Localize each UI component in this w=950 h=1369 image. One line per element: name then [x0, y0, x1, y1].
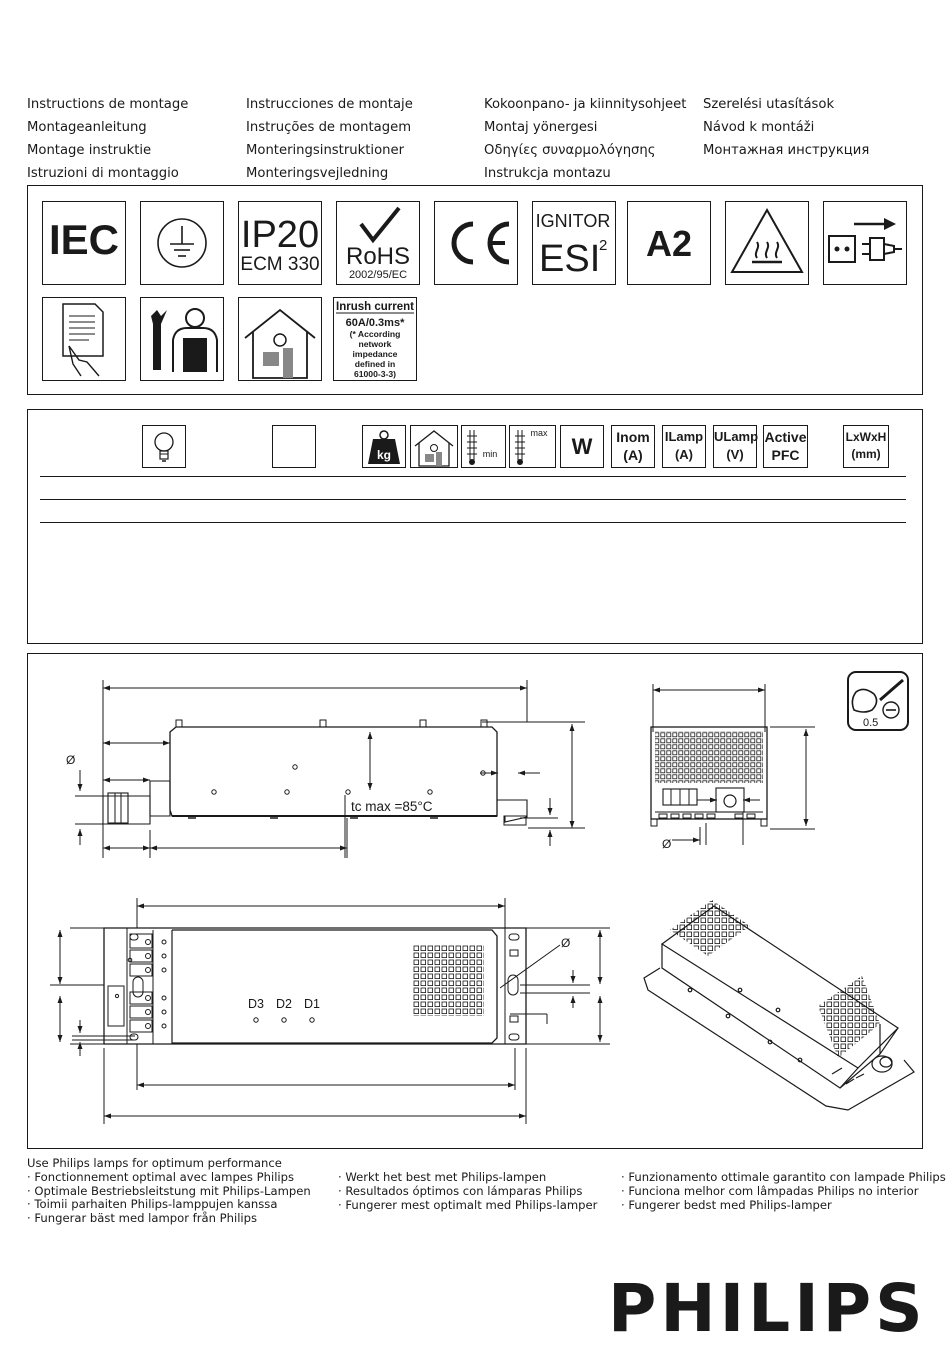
footer-col-2: [338, 1171, 597, 1212]
title-pt: Instruções de montagem: [246, 120, 412, 135]
title-tr: Montaj yönergesi: [484, 120, 598, 135]
ip-rating-label: IP20: [240, 214, 320, 256]
diameter-symbol: Ø: [66, 753, 76, 767]
title-es: Instrucciones de montaje: [246, 97, 413, 112]
title-sv: Monteringsinstruktioner: [246, 143, 405, 158]
esi-label: ESI: [539, 238, 601, 280]
footer-col-1: [27, 1157, 311, 1226]
inrush-title: Inrush current: [336, 301, 414, 313]
inrush-value: 60A/0.3ms*: [345, 317, 405, 329]
diameter-symbol: Ø: [561, 936, 571, 950]
a2-label: A2: [645, 223, 693, 264]
side-view-drawing: [75, 680, 585, 858]
dimensions-unit: (mm): [851, 447, 881, 461]
esi-superscript: 2: [599, 237, 608, 254]
title-fi: Kokoonpano- ja kiinnitysohjeet: [484, 97, 687, 112]
title-pl: Instrukcja montazu: [484, 166, 611, 181]
inrush-note-line: 61000-3-3): [353, 369, 397, 379]
isometric-view-drawing: [644, 900, 914, 1110]
ulamp-label: ULamp: [714, 429, 759, 444]
inrush-note-line: network: [358, 339, 392, 349]
footer-line: · Fungerer mest optimalt med Philips-lamper: [338, 1197, 598, 1212]
footer-line: · Funzionamento ottimale garantito con lampade Philips: [621, 1170, 946, 1184]
title-it: Istruzioni di montaggio: [27, 166, 179, 181]
top-view-drawing: [50, 898, 610, 1124]
min-label: min: [482, 449, 498, 459]
ulamp-unit: (V): [726, 447, 744, 462]
title-hu: Szerelési utasítások: [703, 97, 835, 112]
active-pfc-label: Active: [764, 429, 807, 445]
ilamp-unit: (A): [674, 447, 694, 462]
footer-col-3: [621, 1171, 946, 1212]
kg-label: kg: [376, 448, 392, 462]
footer-line: · Resultados óptimos con lámparas Philips: [338, 1183, 583, 1198]
wattage-column: W: [560, 425, 604, 468]
footer-line: · Werkt het best met Philips-lampen: [338, 1170, 547, 1184]
ilamp-label: ILamp: [664, 429, 704, 444]
footer-line: · Fungerar bäst med lampor från Philips: [27, 1211, 258, 1226]
dimensions-label: LxWxH: [845, 430, 887, 444]
inom-unit: (A): [623, 447, 643, 463]
footer-line: · Optimale Bestriebsleitstung mit Philips-Lampen: [27, 1183, 311, 1198]
title-da: Monteringsvejledning: [246, 166, 389, 181]
ignitor-label: IGNITOR: [535, 211, 611, 231]
title-nl: Montage instruktie: [27, 143, 152, 158]
ecm-label: ECM 330: [240, 254, 320, 275]
footer-line: · Funciona melhor com lâmpadas Philips no interior: [621, 1183, 919, 1198]
active-pfc-label-2: PFC: [771, 447, 800, 463]
inrush-note-line: impedance: [352, 349, 398, 359]
footer-line: · Toimii parhaiten Philips-lamppujen kanssa: [27, 1197, 278, 1212]
terminal-label-d3: D3: [248, 997, 264, 1011]
title-ru: Монтажная инструкция: [703, 143, 870, 158]
rohs-directive: 2002/95/EC: [348, 269, 408, 281]
footer-line: Use Philips lamps for optimum performance: [27, 1156, 282, 1170]
title-fr: Instructions de montage: [27, 97, 189, 112]
rohs-label: RoHS: [345, 243, 411, 270]
tc-max-label: tc max =85°C: [351, 799, 433, 814]
screwdriver-size-label: 0.5: [863, 717, 879, 729]
inom-label: Inom: [616, 429, 650, 445]
inrush-note-line: (* According: [349, 329, 401, 339]
max-label: max: [530, 428, 548, 438]
end-view-drawing: [651, 684, 815, 845]
philips-logo: PHILIPS: [608, 1270, 927, 1347]
iec-label: IEC: [48, 216, 120, 263]
footer-line: · Fonctionnement optimal avec lampes Philips: [27, 1169, 295, 1184]
title-cs: Návod k montáži: [703, 120, 815, 135]
terminal-label-d1: D1: [304, 997, 320, 1011]
terminal-label-d2: D2: [276, 997, 292, 1011]
title-de: Montageanleitung: [27, 120, 147, 135]
title-el: Οδηγίες συναρμολόγησης: [484, 143, 656, 158]
diameter-symbol: Ø: [662, 837, 672, 851]
inrush-note-line: defined in: [354, 359, 396, 369]
footer-line: · Fungerer bedst med Philips-lamper: [621, 1197, 832, 1212]
